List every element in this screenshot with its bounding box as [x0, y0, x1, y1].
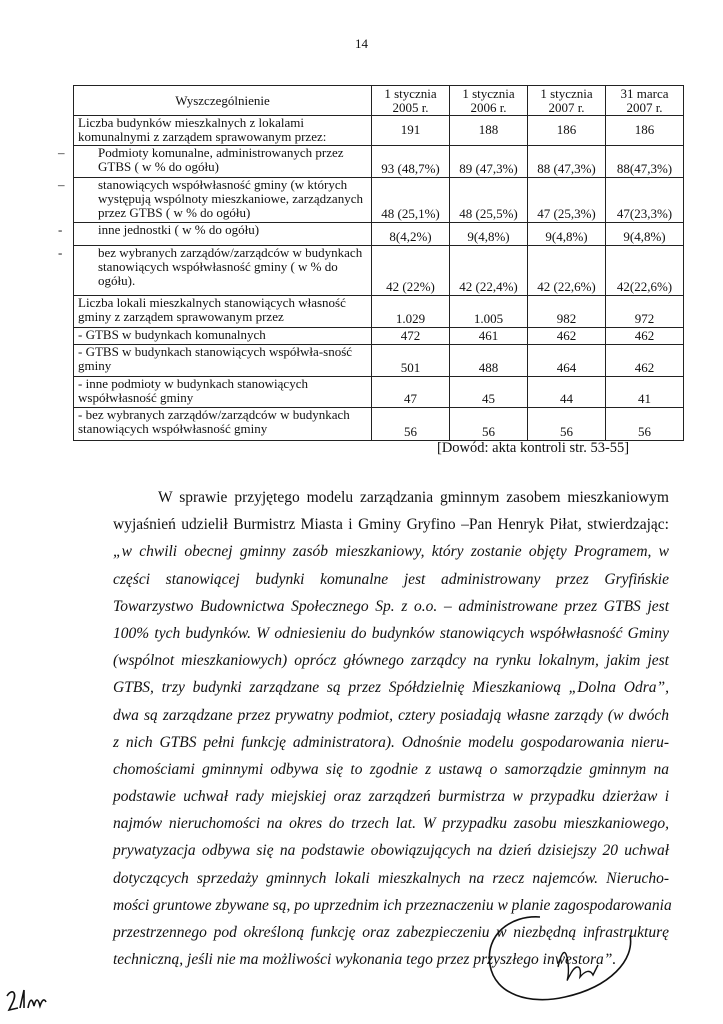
row-label-text: - GTBS w budynkach stanowiących współwła-sność gminy	[78, 344, 353, 373]
row-label-text: bez wybranych zarządów/zarządców w budynkach stanowiących współwłasność gminy ( w % do ogółu).	[98, 245, 363, 288]
proof-note: [Dowód: akta kontroli str. 53-55]	[437, 440, 630, 456]
row-value: 56	[528, 408, 606, 441]
row-label	[58, 222, 372, 246]
body-line: GTBS, trzy budynki zarządzane są przez Spółdzielnię Mieszkaniową „Dolna Odra”,	[113, 679, 669, 697]
row-value: 188	[450, 116, 528, 146]
row-value: 42 (22%)	[372, 246, 450, 296]
row-value: 88 (47,3%)	[528, 146, 606, 178]
row-label	[74, 408, 372, 441]
row-value: 462	[528, 328, 606, 345]
table-row	[74, 223, 684, 246]
body-line: Towarzystwo Budownictwa Społecznego Sp. z o.o. – administrowane przez GTBS jest	[113, 597, 669, 615]
row-value: 461	[450, 328, 528, 345]
body-line: dotyczących sprzedaży gminnych lokali mieszkalnych na rzecz najemców. Nierucho-	[113, 869, 669, 887]
row-value: 56	[372, 408, 450, 441]
row-value: 191	[372, 116, 450, 146]
row-label	[74, 377, 372, 408]
row-label-text: inne jednostki ( w % do ogółu)	[98, 222, 260, 237]
row-value: 41	[606, 377, 684, 408]
row-label	[74, 328, 372, 345]
row-bullet: -	[58, 245, 63, 260]
row-label-text: Podmioty komunalne, administrowanych przez GTBS ( w % do ogółu)	[98, 145, 344, 174]
table-row	[74, 146, 684, 178]
body-line: przestrzennego pod określoną funkcję oraz zabezpieczeniu w niezbędną infrastrukturę	[113, 924, 669, 941]
header-date-2007-jan: 1 stycznia 2007 r.	[528, 86, 606, 116]
row-bullet: –	[58, 145, 65, 160]
body-line: mości gruntowe zbywane są, po uprzednim ich przeznaczeniu w planie zagospodarowania	[113, 896, 672, 914]
table-row	[74, 377, 684, 408]
table-header-row	[74, 86, 684, 116]
row-label	[74, 116, 372, 146]
row-bullet: –	[58, 177, 65, 192]
header-date-2006: 1 stycznia 2006 r.	[450, 86, 528, 116]
row-value: 48 (25,5%)	[450, 178, 528, 223]
table-row	[74, 116, 684, 146]
table-row	[74, 178, 684, 223]
page-number: 14	[355, 36, 368, 51]
row-value: 48 (25,1%)	[372, 178, 450, 223]
housing-stock-table	[58, 85, 684, 441]
row-value: 9(4,8%)	[528, 223, 606, 246]
row-value: 972	[606, 296, 684, 328]
header-date-2007-mar: 31 marca 2007 r.	[606, 86, 684, 116]
row-value: 45	[450, 377, 528, 408]
body-line: W sprawie przyjętego modelu zarządzania gminnym zasobem mieszkaniowym	[158, 489, 669, 506]
row-value: 93 (48,7%)	[372, 146, 450, 178]
row-value: 462	[606, 345, 684, 377]
row-value: 42 (22,4%)	[450, 246, 528, 296]
row-value: 186	[606, 116, 684, 146]
row-value: 56	[606, 408, 684, 441]
row-label	[74, 296, 372, 328]
body-text	[113, 484, 672, 973]
row-label	[58, 177, 372, 223]
row-value: 44	[528, 377, 606, 408]
row-value: 501	[372, 345, 450, 377]
row-value: 88(47,3%)	[606, 146, 684, 178]
row-value: 47(23,3%)	[606, 178, 684, 223]
table-row	[74, 345, 684, 377]
table-row	[74, 328, 684, 345]
row-label	[74, 345, 372, 377]
row-value: 56	[450, 408, 528, 441]
row-label-text: stanowiących współwłasność gminy (w których występują wspólnoty mieszkaniowe, zarządzanych przez GTBS ( w % do ogółu)	[98, 177, 363, 220]
row-label-text: - bez wybranych zarządów/zarządców w budynkach stanowiących współwłasność gminy	[78, 407, 350, 436]
table-row	[74, 246, 684, 296]
table-row	[74, 408, 684, 441]
row-label-text: Liczba lokali mieszkalnych stanowiących własność gminy z zarządem sprawowanym przez	[78, 295, 346, 324]
body-line: dwa są zarządzane przez prywatny podmiot, cztery posiadają własne zarządy (w dwóch	[113, 706, 669, 724]
body-line: „w chwili obecnej gminny zasób mieszkaniowy, który zostanie objęty Programem, w	[113, 543, 669, 561]
row-value: 9(4,8%)	[606, 223, 684, 246]
body-line: 100% tych budynków. W odniesieniu do budynków stanowiących współwłasność Gminy	[113, 624, 669, 642]
row-value: 1.005	[450, 296, 528, 328]
body-line: techniczną, jeśli nie ma możliwości wykonania tego przez przyszłego inwestora”.	[113, 951, 617, 969]
row-label-text: Liczba budynków mieszkalnych z lokalami komunalnymi z zarządem sprawowanym przez:	[78, 115, 327, 144]
row-value: 47	[372, 377, 450, 408]
table-row	[74, 296, 684, 328]
body-line: podstawie uchwał rady miejskiej oraz zarządzeń burmistrza w przypadku dzierżaw i	[113, 788, 669, 806]
header-date-2005: 1 stycznia 2005 r.	[372, 86, 450, 116]
header-description: Wyszczególnienie	[74, 86, 372, 116]
row-value: 89 (47,3%)	[450, 146, 528, 178]
row-label-text: - GTBS w budynkach komunalnych	[78, 327, 266, 342]
row-value: 42 (22,6%)	[528, 246, 606, 296]
handwritten-initials	[4, 986, 64, 1016]
row-label	[58, 145, 372, 178]
row-value: 462	[606, 328, 684, 345]
row-value: 8(4,2%)	[372, 223, 450, 246]
body-line: najmów nieruchomości na okres do trzech lat. W przypadku zasobu mieszkaniowego,	[113, 815, 669, 833]
row-value: 982	[528, 296, 606, 328]
row-value: 186	[528, 116, 606, 146]
row-value: 472	[372, 328, 450, 345]
row-label	[58, 245, 372, 296]
body-line: z nich GTBS pełni funkcję administratora). Odnośnie modelu gospodarowania nieru-	[113, 733, 669, 751]
row-value: 42(22,6%)	[606, 246, 684, 296]
signature	[470, 905, 670, 1015]
row-value: 488	[450, 345, 528, 377]
body-line: prywatyzacja odbywa się na podstawie obowiązujących na dzień dzisiejszy 20 uchwał	[113, 842, 669, 860]
row-value: 47 (25,3%)	[528, 178, 606, 223]
body-line: (wspólnot mieszkaniowych) oprócz głównego zarządcy na rynku lokalnym, jakim jest	[113, 652, 669, 670]
row-label-text: - inne podmioty w budynkach stanowiących współwłasność gminy	[78, 376, 308, 405]
row-value: 9(4,8%)	[450, 223, 528, 246]
row-bullet: -	[58, 222, 63, 237]
body-line: chomościami gminnymi odbywa się to zgodnie z ustawą o samorządzie gminnym na	[113, 760, 669, 778]
body-line: części stanowiącej budynki komunalne jest administrowany przez Gryfińskie	[113, 570, 669, 588]
body-line: wyjaśnień udzielił Burmistrz Miasta i Gminy Gryfino –Pan Henryk Piłat, stwierdzając:	[113, 516, 669, 534]
row-value: 464	[528, 345, 606, 377]
row-value: 1.029	[372, 296, 450, 328]
